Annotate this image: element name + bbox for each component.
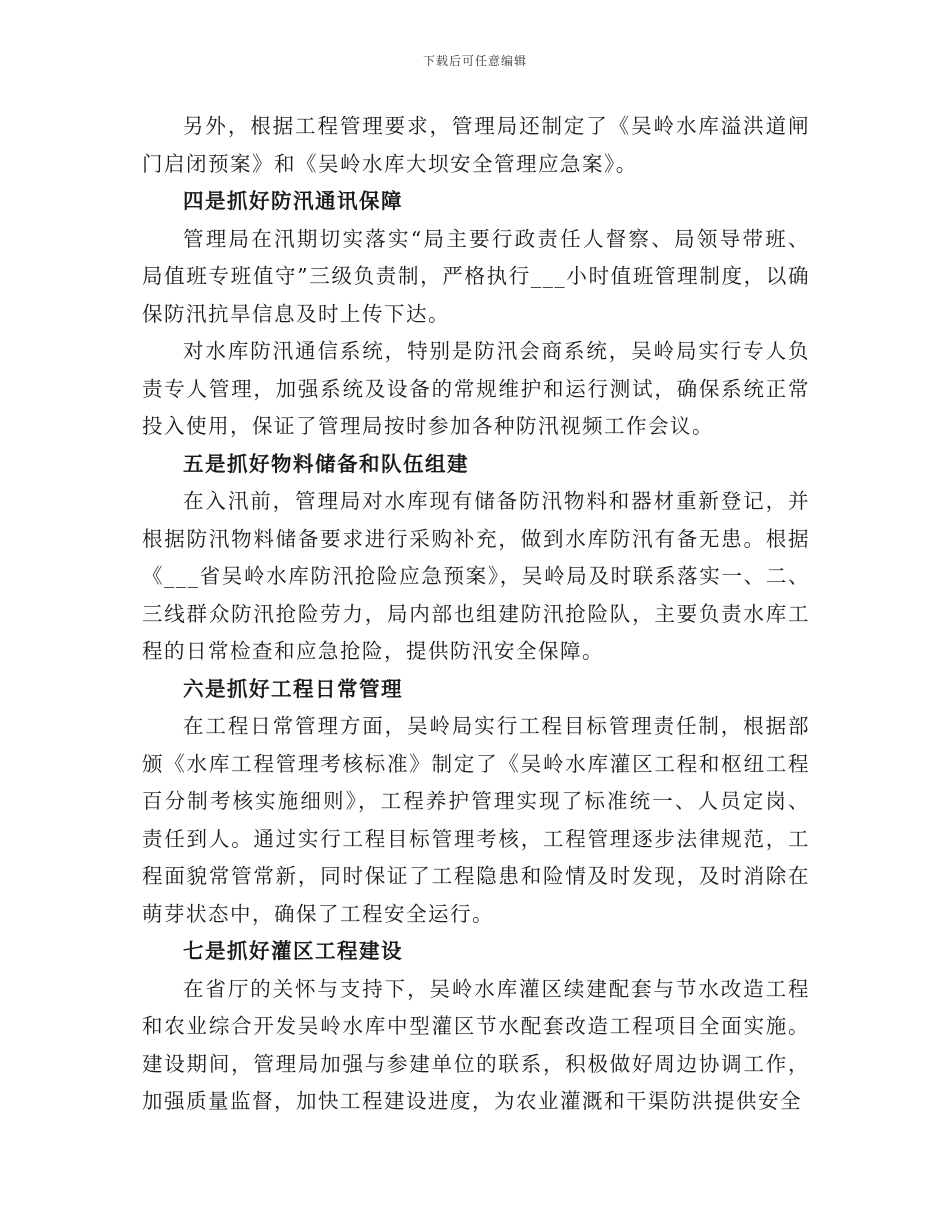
- paragraph: 在工程日常管理方面，吴岭局实行工程目标管理责任制，根据部颁《水库工程管理考核标准》制定了《吴岭水库灌区工程和枢纽工程百分制考核实施细则》，工程养护管理实现了标准统一、人员定岗、责任到人。通过实行工程目标管理考核，工程管理逐步法律规范，工程面貌常管常新，同时保证了工程隐患和险情及时发现，及时消除在萌芽状态中，确保了工程安全运行。: [142, 714, 810, 926]
- section-heading: 六是抓好工程日常管理: [183, 676, 403, 701]
- paragraph: 另外，根据工程管理要求，管理局还制定了《吴岭水库溢洪道闸门启闭预案》和《吴岭水库大坝安全管理应急案》。: [142, 114, 810, 176]
- page-header: 下载后可任意编辑: [422, 54, 527, 68]
- section-heading: 五是抓好物料储备和队伍组建: [183, 451, 469, 476]
- paragraph: 在省厅的关怀与支持下，吴岭水库灌区续建配套与节水改造工程和农业综合开发吴岭水库中型灌区节水配套改造工程项目全面实施。建设期间，管理局加强与参建单位的联系，积极做好周边协调工作，加强质量监督，加快工程建设进度，为农业灌溉和干渠防洪提供安全: [142, 976, 810, 1113]
- paragraph: 管理局在汛期切实落实“局主要行政责任人督察、局领导带班、局值班专班值守”三级负责制，严格执行___小时值班管理制度，以确保防汛抗旱信息及时上传下达。: [142, 226, 810, 326]
- paragraph: 对水库防汛通信系统，特别是防汛会商系统，吴岭局实行专人负责专人管理，加强系统及设备的常规维护和运行测试，确保系统正常投入使用，保证了管理局按时参加各种防汛视频工作会议。: [142, 339, 810, 438]
- section-heading: 四是抓好防汛通讯保障: [183, 189, 403, 213]
- paragraph: 在入汛前，管理局对水库现有储备防汛物料和器材重新登记，并根据防汛物料储备要求进行采购补充，做到水库防汛有备无患。根据《___省吴岭水库防汛抢险应急预案》，吴岭局及时联系落实一、二、三线群众防汛抢险劳力，局内部也组建防汛抢险队，主要负责水库工程的日常检查和应急抢险，提供防汛安全保障。: [142, 489, 810, 663]
- document-body: [142, 108, 810, 1121]
- section-heading: 七是抓好灌区工程建设: [183, 939, 403, 963]
